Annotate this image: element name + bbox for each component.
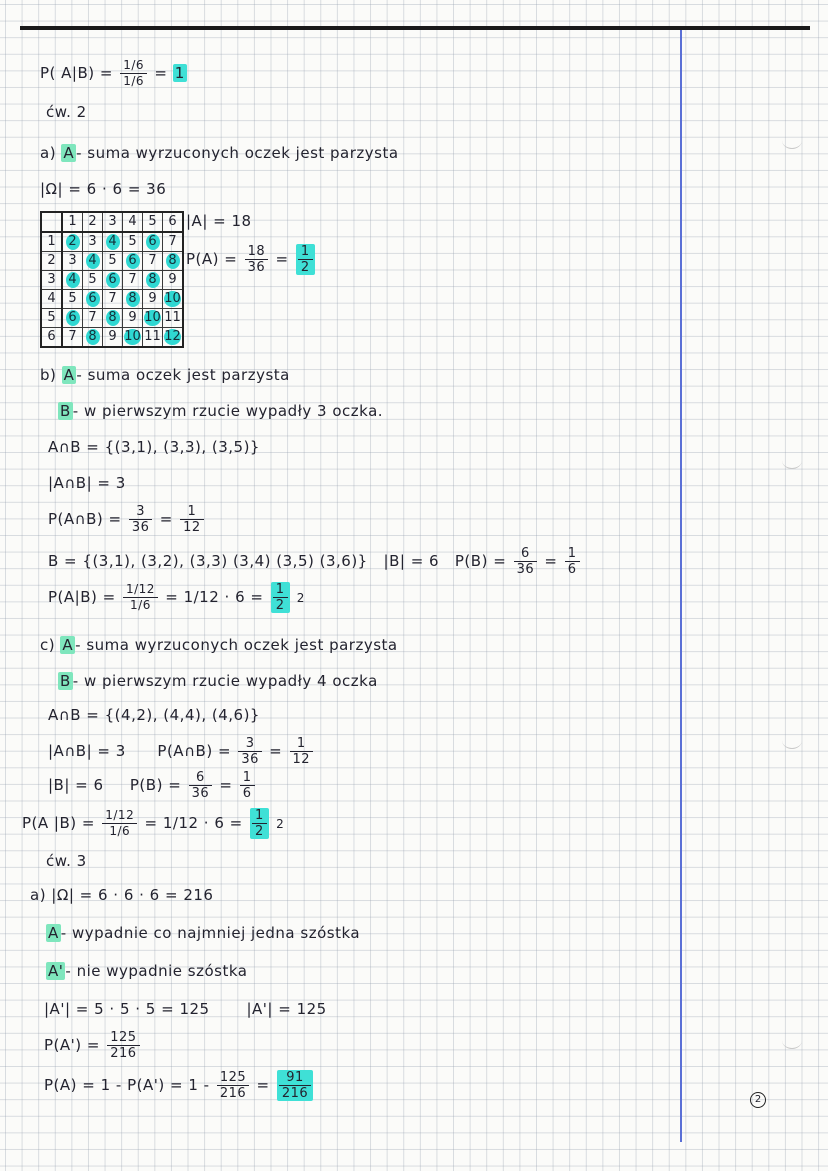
cancel-note: 2 bbox=[296, 591, 305, 605]
definition-line: B - w pierwszym rzucie wypadły 4 oczka bbox=[60, 672, 378, 690]
set-ab: A∩B = {(3,1), (3,3), (3,5)} bbox=[48, 438, 260, 456]
table-row: 1 2 3 4 5 6 7 bbox=[41, 232, 183, 252]
line-pagivenb: P(A|B) = $\frac{1/12}{1/6}$ = 1/12 · 6 = $\frac{1}{2}$ 2 bbox=[48, 582, 305, 613]
cancel-note: 2 bbox=[276, 817, 285, 831]
page-top-edge bbox=[20, 26, 810, 30]
line-pa: P(A) = $\frac{18}{36}$ = $\frac{1}{2}$ bbox=[186, 244, 317, 275]
definition-line: B - w pierwszym rzucie wypadły 3 oczka. bbox=[60, 402, 384, 420]
definition-line: c) A - suma wyrzuconych oczek jest parzysta bbox=[40, 636, 398, 654]
highlighted-result: 1 bbox=[174, 64, 185, 82]
punch-hole bbox=[782, 452, 802, 469]
definition-line: a) A - suma wyrzuconych oczek jest parzysta bbox=[40, 144, 399, 162]
line-pb: |B| = 6 P(B) = $\frac{6}{36}$ = $\frac{1}{6}$ bbox=[48, 770, 257, 801]
table-header-row: 1 2 3 4 5 6 bbox=[41, 212, 183, 232]
table-row: 6 7 8 9 10 11 12 bbox=[41, 328, 183, 348]
margin-line bbox=[680, 30, 682, 1142]
line-pab: |A∩B| = 3 P(A∩B) = $\frac{3}{36}$ = $\frac{1}{12}$ bbox=[48, 736, 315, 767]
set-ab: A∩B = {(4,2), (4,4), (4,6)} bbox=[48, 706, 260, 724]
table-row: 4 5 6 7 8 9 10 bbox=[41, 290, 183, 309]
line-pagivenb: P(A |B) = $\frac{1/12}{1/6}$ = 1/12 · 6 = $\frac{1}{2}$ 2 bbox=[22, 808, 285, 839]
table-row: 2 3 4 5 6 7 8 bbox=[41, 252, 183, 271]
page-number: 2 bbox=[750, 1092, 766, 1108]
set-b: B = {(3,1), (3,2), (3,3) (3,4) (3,5) (3,6)} |B| = 6 P(B) = $\frac{6}{36}$ = $\frac{1}{6}$ bbox=[48, 546, 582, 577]
line-pab-1: P( A|B) = $\frac{1/6}{1/6}$ = 1 bbox=[40, 58, 185, 88]
exercise-heading: ćw. 3 bbox=[46, 852, 87, 870]
definition-line: b) A - suma oczek jest parzysta bbox=[40, 366, 290, 384]
definition-line: A' - nie wypadnie szóstka bbox=[48, 962, 248, 980]
punch-hole bbox=[782, 1032, 802, 1049]
table-row: 5 6 7 8 9 10 11 bbox=[41, 309, 183, 328]
dice-sum-table bbox=[40, 211, 184, 348]
line-pab: P(A∩B) = $\frac{3}{36}$ = $\frac{1}{12}$ bbox=[48, 504, 206, 535]
exercise-heading: ćw. 2 bbox=[46, 103, 87, 121]
count-a-complement: |A'| = 5 · 5 · 5 = 125 |A'| = 125 bbox=[44, 1000, 327, 1018]
count-ab: |A∩B| = 3 bbox=[48, 474, 126, 492]
count-a: |A| = 18 bbox=[186, 212, 252, 230]
omega-line: a) |Ω| = 6 · 6 · 6 = 216 bbox=[30, 886, 214, 904]
omega-line: |Ω| = 6 · 6 = 36 bbox=[40, 180, 167, 198]
definition-line: A - wypadnie co najmniej jedna szóstka bbox=[48, 924, 361, 942]
punch-hole bbox=[782, 732, 802, 749]
punch-hole bbox=[782, 132, 802, 149]
line-pa-final: P(A) = 1 - P(A') = 1 - $\frac{125}{216}$ = $\frac{91}{216}$ bbox=[44, 1070, 315, 1101]
table-row: 3 4 5 6 7 8 9 bbox=[41, 271, 183, 290]
line-pa-complement: P(A') = $\frac{125}{216}$ bbox=[44, 1030, 142, 1061]
